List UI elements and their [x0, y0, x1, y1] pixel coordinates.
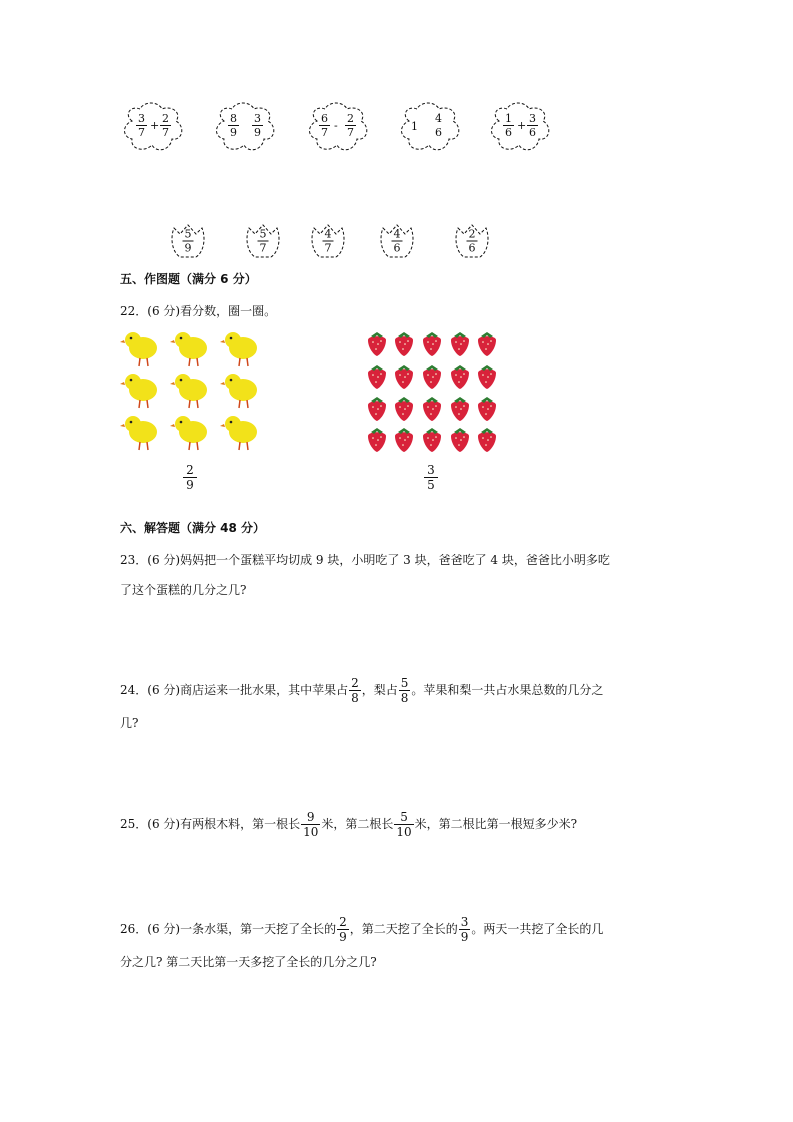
- tulip-2: [243, 222, 283, 260]
- strawberry-icon: [449, 331, 471, 357]
- question-26-part2: ，第二天挖了全长的: [349, 922, 458, 936]
- fraction-numerator: 5: [259, 227, 267, 241]
- fraction-denominator: 10: [303, 825, 319, 839]
- question-23: [120, 545, 690, 605]
- fraction-numerator: 2: [162, 112, 169, 125]
- tulip-5: [452, 222, 492, 260]
- fraction-denominator: 10: [396, 825, 412, 839]
- fraction-denominator: 6: [393, 241, 401, 255]
- strawberry-icon: [366, 427, 388, 453]
- fraction-numerator: 3: [427, 463, 435, 477]
- strawberry-icon: [393, 331, 415, 357]
- cloud-1: [118, 99, 188, 155]
- cloud-5: [485, 99, 555, 155]
- section-heading: 五、作图题（满分 6 分）: [120, 272, 257, 286]
- question-26-part1: 26．(6 分)一条水渠，第一天挖了全长的: [120, 922, 337, 936]
- fraction-numerator: 5: [184, 227, 192, 241]
- fraction-numerator: 3: [254, 112, 261, 125]
- fraction-numerator: 4: [435, 112, 442, 125]
- operator: +: [517, 119, 527, 132]
- fraction-numerator: 2: [347, 112, 354, 125]
- question-26-part3: 。两天一共挖了全长的几: [471, 922, 604, 936]
- fraction-denominator: 9: [460, 930, 469, 944]
- fraction-denominator: 6: [529, 126, 536, 139]
- cloud-2: [210, 99, 280, 155]
- chick-icon: [220, 330, 260, 368]
- strawberry-icon: [421, 364, 443, 390]
- question-25-part3: 米，第二根比第一根短多少米?: [414, 817, 578, 831]
- fraction-denominator: 7: [321, 126, 328, 139]
- chick-fraction: [183, 464, 197, 491]
- fraction-numerator: 1: [505, 112, 512, 125]
- fraction-numerator: 3: [460, 915, 469, 929]
- strawberry-icon: [393, 396, 415, 422]
- fraction-denominator: 6: [468, 241, 476, 255]
- chick-icon: [170, 414, 210, 452]
- fraction-numerator: 4: [393, 227, 401, 241]
- strawberry-fraction: [424, 464, 438, 491]
- strawberry-icon: [366, 364, 388, 390]
- fraction-numerator: 2: [186, 463, 194, 477]
- strawberry-icon: [476, 396, 498, 422]
- section-heading: 六、解答题（满分 48 分）: [120, 521, 266, 535]
- question-24-part3: 。苹果和梨一共占水果总数的几分之: [411, 683, 604, 697]
- fraction-denominator: 9: [186, 478, 194, 492]
- fraction-denominator: 7: [324, 241, 332, 255]
- question-25-part1: 25．(6 分)有两根木料，第一根长: [120, 817, 301, 831]
- fraction-denominator: 6: [505, 126, 512, 139]
- question-26: [120, 911, 690, 977]
- strawberry-icon: [476, 427, 498, 453]
- fraction-denominator: 5: [427, 478, 435, 492]
- chick-icon: [220, 372, 260, 410]
- strawberry-icon: [421, 396, 443, 422]
- question-24-part1: 24．(6 分)商店运来一批水果，其中苹果占: [120, 683, 349, 697]
- strawberry-icon: [421, 331, 443, 357]
- fraction-denominator: 7: [259, 241, 267, 255]
- fraction-denominator: 9: [339, 930, 347, 944]
- tulip-4: [377, 222, 417, 260]
- cloud-4: [395, 99, 465, 155]
- strawberry-icon: [476, 331, 498, 357]
- fraction-numerator: 6: [321, 112, 328, 125]
- question-22-text: 22．(6 分)看分数，圈一圈。: [120, 304, 277, 318]
- fraction-denominator: 7: [162, 126, 169, 139]
- question-25: [120, 806, 690, 842]
- question-24-line2: 几?: [120, 716, 139, 730]
- chick-icon: [120, 414, 160, 452]
- question-23-line1: 23．(6 分)妈妈把一个蛋糕平均切成 9 块，小明吃了 3 块，爸爸吃了 4 块，爸爸比小明多吃: [120, 553, 610, 567]
- chick-icon: [170, 330, 210, 368]
- chick-icon: [170, 372, 210, 410]
- chick-icon: [120, 330, 160, 368]
- fraction-denominator: 9: [184, 241, 192, 255]
- fraction-denominator: 6: [435, 126, 442, 139]
- fraction-denominator: 7: [347, 126, 354, 139]
- strawberry-icon: [476, 364, 498, 390]
- fraction-numerator: 5: [400, 676, 409, 690]
- fraction-numerator: 3: [138, 112, 145, 125]
- fraction-numerator: 3: [529, 112, 536, 125]
- fraction-denominator: 8: [400, 691, 409, 705]
- strawberry-icon: [421, 427, 443, 453]
- fraction-numerator: 4: [324, 227, 332, 241]
- question-23-line2: 了这个蛋糕的几分之几?: [120, 583, 247, 597]
- fraction-numerator: 2: [351, 676, 359, 690]
- fraction-denominator: 7: [138, 126, 145, 139]
- strawberry-icon: [449, 364, 471, 390]
- fraction-numerator: 2: [339, 915, 347, 929]
- strawberry-icon: [449, 427, 471, 453]
- fraction-numerator: 8: [230, 112, 237, 125]
- fraction-numerator: 2: [468, 227, 476, 241]
- strawberry-icon: [393, 364, 415, 390]
- whole-number: 1: [411, 120, 418, 133]
- fraction-numerator: 5: [400, 810, 408, 824]
- operator: -: [334, 119, 338, 132]
- tulip-1: [168, 222, 208, 260]
- question-24: [120, 672, 690, 738]
- fraction-denominator: 9: [230, 126, 237, 139]
- question-25-part2: 米，第二根长: [321, 817, 394, 831]
- chick-icon: [220, 414, 260, 452]
- strawberry-icon: [366, 396, 388, 422]
- question-24-part2: ，梨占: [361, 683, 398, 697]
- strawberry-icon: [449, 396, 471, 422]
- strawberry-icon: [393, 427, 415, 453]
- fraction-numerator: 9: [306, 810, 315, 824]
- tulip-3: [308, 222, 348, 260]
- strawberry-icon: [366, 331, 388, 357]
- fraction-denominator: 9: [254, 126, 261, 139]
- chick-icon: [120, 372, 160, 410]
- cloud-3: [303, 99, 373, 155]
- fraction-denominator: 8: [351, 691, 359, 705]
- question-26-line2: 分之几? 第二天比第一天多挖了全长的几分之几?: [120, 955, 377, 969]
- operator: +: [150, 119, 160, 132]
